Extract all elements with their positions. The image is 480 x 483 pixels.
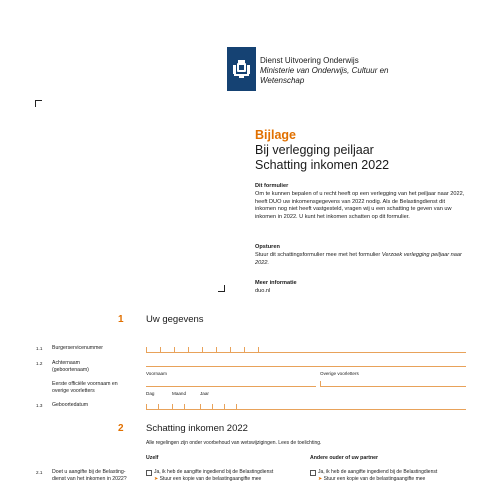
bsn-tick: [258, 347, 259, 352]
question-1-1-number: 1.1: [36, 346, 43, 351]
column-partner: Andere ouder of uw partner: [310, 455, 379, 461]
crop-mark-bottom-right: [218, 285, 225, 292]
surname-field[interactable]: [146, 366, 466, 367]
date-day-sublabel: Dag: [146, 391, 155, 396]
bsn-tick: [230, 347, 231, 352]
bsn-tick: [216, 347, 217, 352]
send-text-body: Stuur dit schattingsformulier mee met het formulier: [255, 252, 382, 258]
date-tick: [172, 404, 173, 409]
partner-yes-note-text: Stuur een kopie van de belastingaangifte mee: [323, 476, 426, 482]
initials-tick: [320, 381, 321, 386]
bsn-tick: [202, 347, 203, 352]
initials-field[interactable]: [320, 386, 466, 387]
title-kicker: Bijlage: [255, 128, 296, 142]
send-heading: Opsturen: [255, 244, 280, 250]
section-2-number: 2: [118, 423, 124, 434]
title-line-2: Schatting inkomen 2022: [255, 158, 390, 172]
self-yes-note-text: Stuur een kopie van de belastingaangifte mee: [159, 476, 262, 482]
date-tick: [200, 404, 201, 409]
section-2-title: Schatting inkomen 2022: [146, 423, 248, 434]
bsn-tick: [174, 347, 175, 352]
date-tick: [184, 404, 185, 409]
firstname-field[interactable]: [146, 386, 316, 387]
section-1-title: Uw gegevens: [146, 314, 204, 325]
section-2-note: Alle regelingen zijn onder voorbehoud van wetswijzigingen. Lees de toelichting.: [146, 440, 322, 446]
question-1-2-label: [52, 360, 89, 374]
date-tick: [236, 404, 237, 409]
partner-yes-label: Ja, ik heb de aangifte ingediend bij de Belastingdienst: [318, 469, 438, 475]
bsn-tick: [146, 347, 147, 352]
question-2-1-line1: Doet u aangifte bij de Belasting-: [52, 469, 126, 475]
org-line-2: Ministerie van Onderwijs, Cultuur en: [260, 66, 389, 75]
partner-yes-note: [318, 476, 425, 482]
firstname-sublabel: Voornaam: [146, 371, 167, 376]
question-1-3-number: 1.3: [36, 403, 43, 408]
date-tick: [212, 404, 213, 409]
bsn-field[interactable]: [146, 352, 466, 353]
form-text: Om te kunnen bepalen of u recht heeft op een verlegging van het peiljaar naar 2022, heeft DUO uw inkomensgegevens van 2022 nodig. Als de Belastingdienst dit inkomen nog niet heeft vastgesteld, vragen wij u een schatting te geven van uw inkomen in 2022. U kunt het inkomen schatten op dit formulier.: [255, 191, 465, 220]
bsn-tick: [244, 347, 245, 352]
section-1-number: 1: [118, 314, 124, 325]
send-form-link[interactable]: Verzoek verlegging peiljaar naar 2022.: [255, 252, 462, 266]
info-link[interactable]: duo.nl: [255, 288, 271, 294]
date-tick: [158, 404, 159, 409]
question-2-1-line2: dienst van het inkomen in 2022?: [52, 476, 127, 482]
form-heading: Dit formulier: [255, 183, 289, 189]
firstname-label-line1: Eerste officiële voornaam en: [52, 381, 118, 387]
partner-yes-checkbox[interactable]: [310, 470, 316, 476]
surname-label: Achternaam: [52, 360, 80, 366]
date-tick: [224, 404, 225, 409]
organization-name: [260, 56, 389, 86]
self-yes-label: Ja, ik heb de aangifte ingediend bij de Belastingdienst: [154, 469, 274, 475]
date-year-sublabel: Jaar: [200, 391, 209, 396]
self-yes-checkbox[interactable]: [146, 470, 152, 476]
question-1-3-label: Geboortedatum: [52, 402, 89, 408]
bsn-tick: [188, 347, 189, 352]
surname-label-sub: (geboortenaam): [52, 367, 89, 373]
org-line-1: Dienst Uitvoering Onderwijs: [260, 56, 359, 65]
title-line-1: Bij verlegging peiljaar: [255, 143, 374, 157]
initials-sublabel: Overige voorletters: [320, 371, 359, 376]
info-heading: Meer informatie: [255, 280, 297, 286]
question-1-2-number: 1.2: [36, 361, 43, 366]
coat-of-arms-logo: [230, 58, 253, 80]
question-2-1-label: [52, 469, 127, 483]
firstname-label: [52, 381, 118, 395]
firstname-label-line2: overige voorletters: [52, 388, 95, 394]
arrow-icon: ➤: [154, 476, 160, 482]
self-yes-note: [154, 476, 261, 482]
bsn-tick: [160, 347, 161, 352]
column-self: Uzelf: [146, 455, 159, 461]
birthdate-field[interactable]: [146, 409, 466, 410]
arrow-icon: ➤: [318, 476, 324, 482]
send-text: [255, 252, 467, 267]
date-tick: [146, 404, 147, 409]
question-2-1-number: 2.1: [36, 470, 43, 475]
org-line-3: Wetenschap: [260, 76, 305, 85]
date-month-sublabel: Maand: [172, 391, 187, 396]
question-1-1-label: Burgerservicenummer: [52, 345, 104, 351]
crop-mark-top-left: [35, 100, 42, 107]
